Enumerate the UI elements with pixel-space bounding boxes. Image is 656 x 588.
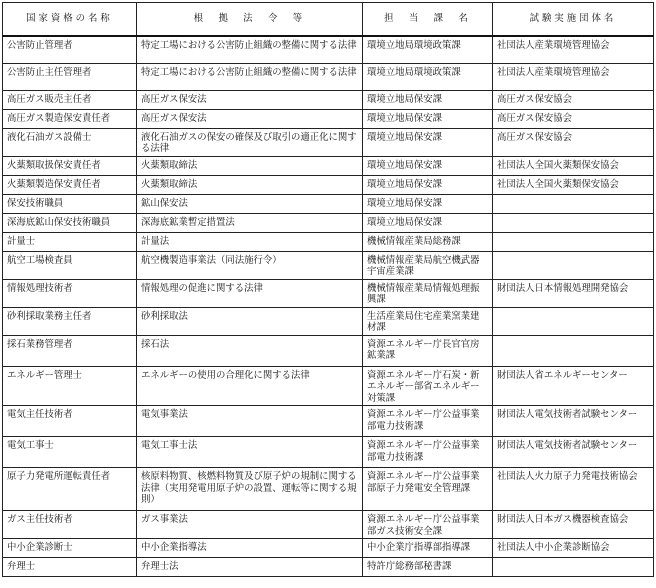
table-row (3, 36, 654, 63)
cell-exam-body: 社団法人全国火薬類保安協会 (493, 175, 654, 194)
header-row (3, 3, 654, 37)
cell-department: 環境立地局保安課 (363, 109, 493, 128)
table-row (3, 109, 654, 128)
cell-department: 環境立地局保安課 (363, 156, 493, 175)
cell-department: 中小企業庁指導部指導課 (363, 539, 493, 558)
table-row (3, 194, 654, 213)
cell-law: 弁理士法 (137, 558, 363, 577)
cell-law: ガス事業法 (137, 511, 363, 539)
cell-law: 航空機製造事業法（同法施行令） (137, 251, 363, 279)
cell-qualification: 中小企業診断士 (3, 539, 137, 558)
table-row (3, 128, 654, 156)
cell-qualification: ガス主任技術者 (3, 511, 137, 539)
cell-exam-body (493, 335, 654, 366)
cell-qualification: 弁理士 (3, 558, 137, 577)
cell-law: 高圧ガス保安法 (137, 90, 363, 109)
table-row (3, 232, 654, 251)
cell-qualification: 砂利採取業務主任者 (3, 307, 137, 335)
cell-qualification: 公害防止管理者 (3, 36, 137, 63)
cell-law: 電気工事士法 (137, 437, 363, 468)
table-row (3, 175, 654, 194)
table-row (3, 63, 654, 90)
cell-exam-body (493, 558, 654, 577)
header-department: 担 当 課 名 (363, 3, 493, 37)
cell-qualification: 電気主任技術者 (3, 406, 137, 437)
cell-qualification: 航空工場検査員 (3, 251, 137, 279)
cell-exam-body: 社団法人産業環境管理協会 (493, 63, 654, 90)
cell-qualification: 高圧ガス製造保安責任者 (3, 109, 137, 128)
header-qualification: 国家資格の名称 (3, 3, 137, 37)
cell-department: 特許庁総務部秘書課 (363, 558, 493, 577)
cell-law: 核原料物質、核燃料物質及び原子炉の規制に関する法律（実用発電用原子炉の設置、運転等に関する規則） (137, 468, 363, 511)
cell-department: 機械情報産業局航空機武器宇宙産業課 (363, 251, 493, 279)
cell-qualification: 採石業務管理者 (3, 335, 137, 366)
table-row (3, 511, 654, 539)
table-body (3, 36, 654, 577)
cell-exam-body: 財団法人日本ガス機器検査協会 (493, 511, 654, 539)
cell-exam-body: 社団法人産業環境管理協会 (493, 36, 654, 63)
cell-exam-body: 財団法人電気技術者試験センター (493, 406, 654, 437)
cell-law: 砂利採取法 (137, 307, 363, 335)
cell-exam-body: 財団法人日本情報処理開発協会 (493, 279, 654, 307)
table-row (3, 539, 654, 558)
cell-department: 環境立地局保安課 (363, 213, 493, 232)
cell-exam-body (493, 307, 654, 335)
cell-qualification: 情報処理技術者 (3, 279, 137, 307)
cell-law: エネルギーの使用の合理化に関する法律 (137, 366, 363, 406)
cell-law: 特定工場における公害防止組織の整備に関する法律 (137, 63, 363, 90)
cell-department: 資源エネルギー庁公益事業部電力技術課 (363, 437, 493, 468)
cell-law: 特定工場における公害防止組織の整備に関する法律 (137, 36, 363, 63)
cell-qualification: 原子力発電所運転責任者 (3, 468, 137, 511)
cell-qualification: 高圧ガス販売主任者 (3, 90, 137, 109)
cell-qualification: 計量士 (3, 232, 137, 251)
cell-qualification: 深海底鉱山保安技術職員 (3, 213, 137, 232)
table-row (3, 251, 654, 279)
cell-department: 資源エネルギー庁公益事業部原子力発電安全管理課 (363, 468, 493, 511)
cell-exam-body: 社団法人全国火薬類保安協会 (493, 156, 654, 175)
cell-department: 資源エネルギー庁公益事業部電力技術課 (363, 406, 493, 437)
cell-exam-body (493, 232, 654, 251)
cell-exam-body: 高圧ガス保安協会 (493, 90, 654, 109)
cell-department: 資源エネルギー庁公益事業部ガス技術安全課 (363, 511, 493, 539)
cell-department: 環境立地局保安課 (363, 194, 493, 213)
cell-qualification: 電気工事士 (3, 437, 137, 468)
table-row (3, 366, 654, 406)
table-header (3, 3, 654, 37)
cell-department: 環境立地局環境政策課 (363, 36, 493, 63)
cell-exam-body (493, 213, 654, 232)
table-row (3, 156, 654, 175)
cell-exam-body: 社団法人火力原子力発電技術協会 (493, 468, 654, 511)
cell-law: 火薬類取締法 (137, 156, 363, 175)
cell-exam-body (493, 251, 654, 279)
table-row (3, 406, 654, 437)
cell-qualification: 火薬類製造保安責任者 (3, 175, 137, 194)
cell-law: 中小企業指導法 (137, 539, 363, 558)
cell-exam-body: 財団法人電気技術者試験センター (493, 437, 654, 468)
cell-law: 深海底鉱業暫定措置法 (137, 213, 363, 232)
header-exam-body: 試験実施団体名 (493, 3, 654, 37)
cell-qualification: 公害防止主任管理者 (3, 63, 137, 90)
cell-law: 鉱山保安法 (137, 194, 363, 213)
cell-department: 環境立地局保安課 (363, 90, 493, 109)
cell-law: 電気事業法 (137, 406, 363, 437)
cell-law: 採石法 (137, 335, 363, 366)
header-law: 根 拠 法 令 等 (137, 3, 363, 37)
cell-department: 機械情報産業局情報処理振興課 (363, 279, 493, 307)
cell-exam-body (493, 194, 654, 213)
cell-department: 資源エネルギー庁石炭・新エネルギー部省エネルギー対策課 (363, 366, 493, 406)
cell-department: 資源エネルギー庁長官官房鉱業課 (363, 335, 493, 366)
cell-exam-body: 社団法人中小企業診断協会 (493, 539, 654, 558)
table-row (3, 90, 654, 109)
cell-qualification: 火薬類取扱保安責任者 (3, 156, 137, 175)
cell-exam-body: 高圧ガス保安協会 (493, 109, 654, 128)
table-row (3, 335, 654, 366)
qualification-table (2, 2, 654, 577)
cell-law: 火薬類取締法 (137, 175, 363, 194)
cell-department: 環境立地局環境政策課 (363, 63, 493, 90)
cell-department: 環境立地局保安課 (363, 175, 493, 194)
cell-law: 高圧ガス保安法 (137, 109, 363, 128)
cell-law: 情報処理の促進に関する法律 (137, 279, 363, 307)
cell-department: 生活産業局住宅産業窯業建材課 (363, 307, 493, 335)
cell-law: 計量法 (137, 232, 363, 251)
cell-department: 機械情報産業局総務課 (363, 232, 493, 251)
table-row (3, 307, 654, 335)
cell-qualification: 液化石油ガス設備士 (3, 128, 137, 156)
table-row (3, 437, 654, 468)
table-row (3, 279, 654, 307)
cell-law: 液化石油ガスの保安の確保及び取引の適正化に関する法律 (137, 128, 363, 156)
cell-qualification: 保安技術職員 (3, 194, 137, 213)
table-row (3, 558, 654, 577)
cell-exam-body: 高圧ガス保安協会 (493, 128, 654, 156)
cell-qualification: エネルギー管理士 (3, 366, 137, 406)
table-row (3, 213, 654, 232)
table-row (3, 468, 654, 511)
cell-department: 環境立地局保安課 (363, 128, 493, 156)
cell-exam-body: 財団法人省エネルギーセンター (493, 366, 654, 406)
